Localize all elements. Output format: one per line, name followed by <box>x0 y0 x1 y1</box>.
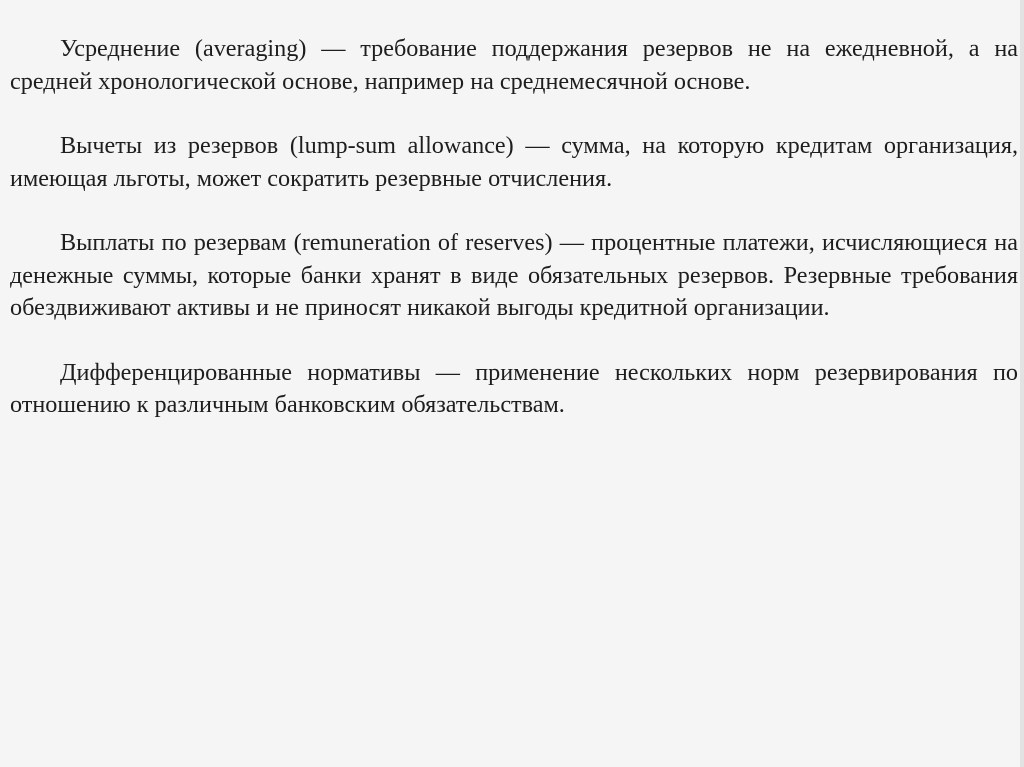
paragraph-lump-sum-allowance: Вычеты из резервов (lump-sum allowance) — сумма, на которую кредитам организация, имеющая льготы, может сократить резервные отчисления. <box>10 132 1018 192</box>
paragraph-differentiated-norms: Дифференцированные нормативы — применение нескольких норм резервирования по отношению к различным банковским обязательствам. <box>10 358 1018 418</box>
page-edge-divider <box>1020 0 1024 767</box>
paragraph-remuneration-of-reserves: Выплаты по резервам (remuneration of reserves) — процентные платежи, исчисляющиеся на денежные суммы, которые банки хранят в виде обязательных резервов. Резервные требования обездвиживают активы и не приносят никакой выгоды кредитной организации. <box>10 229 1018 321</box>
document-body <box>10 33 1018 422</box>
paragraph-averaging: Усреднение (averaging) — требование поддержания резервов не на ежедневной, а на средней хронологической основе, например на среднемесячной основе. <box>10 35 1018 95</box>
